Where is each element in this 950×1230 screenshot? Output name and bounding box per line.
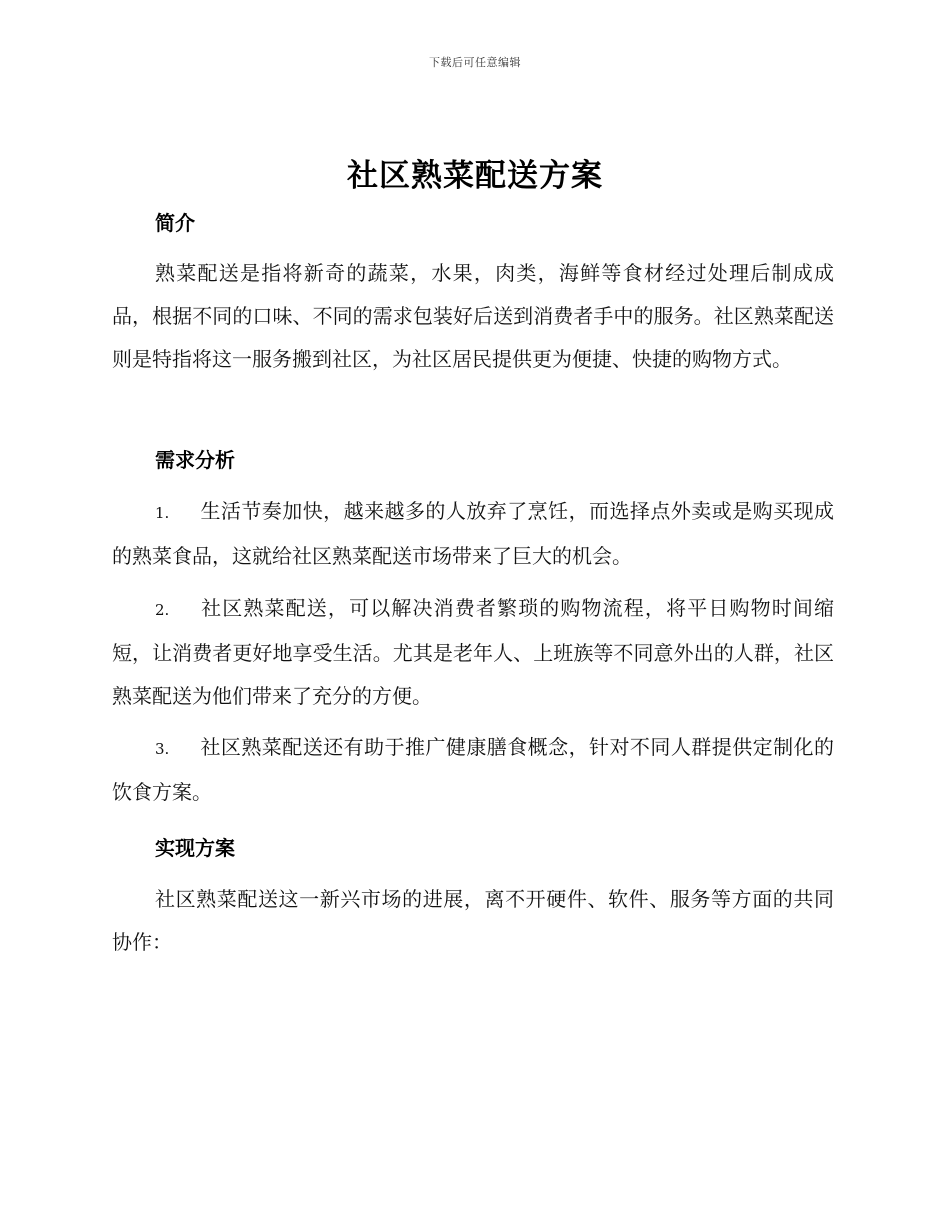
list-item-number: 3. bbox=[155, 740, 170, 758]
list-item-number: 2. bbox=[155, 601, 170, 619]
implementation-paragraph: 社区熟菜配送这一新兴市场的进展，离不开硬件、软件、服务等方面的共同协作： bbox=[112, 887, 834, 954]
list-item bbox=[112, 490, 834, 578]
section-heading-demand: 需求分析 bbox=[155, 448, 235, 472]
list-item-number: 1. bbox=[155, 504, 170, 522]
section-heading-implementation: 实现方案 bbox=[155, 836, 235, 860]
list-item bbox=[112, 587, 834, 718]
section-heading-intro: 简介 bbox=[155, 211, 195, 235]
page-header-note: 下载后可任意编辑 bbox=[429, 56, 521, 69]
intro-paragraph: 熟菜配送是指将新奇的蔬菜，水果，肉类，海鲜等食材经过处理后制成成品，根据不同的口味、不同的需求包装好后送到消费者手中的服务。社区熟菜配送则是特指将这一服务搬到社区，为社区居民提供更为便捷、快捷的购物方式。 bbox=[112, 261, 834, 371]
list-item-text: 社区熟菜配送，可以解决消费者繁琐的购物流程，将平日购物时间缩短，让消费者更好地享受生活。尤其是老年人、上班族等不同意外出的人群，社区熟菜配送为他们带来了充分的方便。 bbox=[112, 596, 834, 708]
list-item-text: 生活节奏加快，越来越多的人放弃了烹饪，而选择点外卖或是购买现成的熟菜食品，这就给社区熟菜配送市场带来了巨大的机会。 bbox=[112, 499, 834, 568]
list-item bbox=[112, 726, 834, 814]
document-title: 社区熟菜配送方案 bbox=[347, 158, 603, 194]
list-item-text: 社区熟菜配送还有助于推广健康膳食概念，针对不同人群提供定制化的饮食方案。 bbox=[112, 735, 834, 804]
